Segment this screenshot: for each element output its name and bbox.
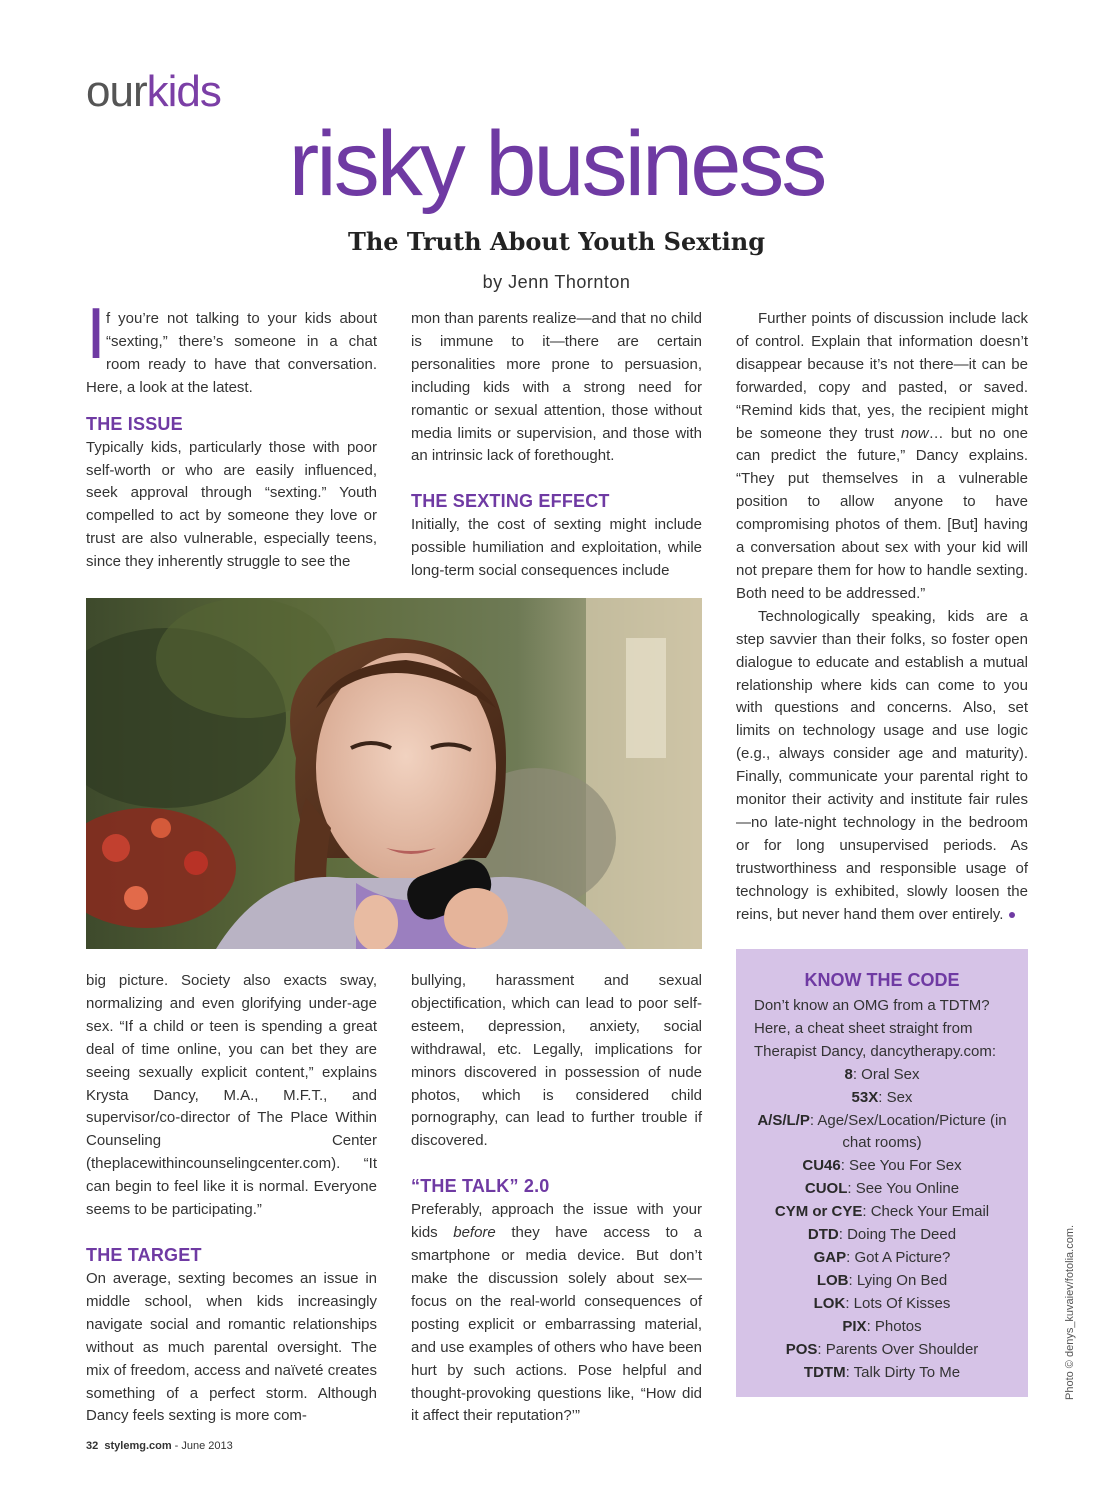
page-footer [86,1440,233,1452]
column-2-bottom [411,970,702,1428]
code-abbreviation: LOK [813,1294,846,1312]
heading-the-issue: THE ISSUE [86,413,183,434]
code-meaning: : Age/Sex/Location/Picture (in chat rooms) [809,1111,1007,1152]
column-1-bottom [86,970,377,1428]
section-prefix: our [86,67,147,116]
code-meaning: : Oral Sex [852,1065,920,1083]
code-abbreviation: A/S/L/P [757,1111,810,1129]
headline: risky business [288,113,825,215]
section-accent: kids [146,67,221,116]
code-meaning: : Parents Over Shoulder [817,1340,979,1358]
page-number: 32 [86,1440,99,1452]
technology-paragraph: Technologically speaking, kids are a step savvier than their folks, so foster open dialogue to educate and establish a mutual relationship where kids can come to you with questions and concerns. Also, set limits on technology usage and use logic (e.g., always consider age and maturity). Finally, communicate your parental right to monitor their activity and institute fair rules—no late-night technology in the bedroom or for long unsupervised periods. As trustworthiness and responsible usage of technology is exhibited, slowly loosen the reins, but never hand them over entirely. [736,607,1028,923]
code-abbreviation: 8 [844,1065,853,1083]
code-meaning: : Photos [866,1317,922,1335]
sidebar-intro: Don’t know an OMG from a TDTM? Here, a cheat sheet straight from Therapist Dancy, dancytherapy.com: [754,997,997,1060]
footer-date: - June 2013 [171,1440,233,1452]
teen-with-phone-photo [86,598,702,949]
intro-paragraph: I f you’re not talking to your kids about “sexting,” there’s someone in a chat room ready to have that conversation. Here, a look at the latest. [86,294,377,396]
code-entry [754,1064,1010,1087]
code-meaning: : Sex [878,1088,913,1106]
talk-paragraph: Preferably, approach the issue with your kids before they have access to a smartphone or media device. But don’t make the discussion solely about sex—focus on the real-world consequences of posting explicit or embarrassing material, and use examples of others who have been hurt by such actions. Pose helpful and thought-provoking questions like, “How did it affect their reputation?’” [411,1201,702,1425]
code-meaning: : Talk Dirty To Me [845,1363,961,1381]
footer-site: stylemg.com [104,1440,172,1452]
code-abbreviation: TDTM [803,1363,846,1381]
code-meaning: : See You For Sex [840,1157,962,1175]
code-entry [754,1316,1010,1339]
column-1-top [86,294,377,574]
photo-credit: Photo © denys_kuvaiev/fotolia.com. [1064,1224,1076,1400]
code-list [754,1064,1010,1385]
byline: by Jenn Thornton [482,272,631,292]
code-entry [754,1178,1010,1201]
end-mark-icon [1009,912,1015,918]
target-paragraph: On average, sexting becomes an issue in middle school, when kids increasingly navigate social and romantic relationships without as much parental oversight. The mix of freedom, access and naïveté creates something of a perfect storm. Although Dancy feels sexting is more com- [86,1269,377,1425]
code-entry [754,1087,1010,1110]
code-entry [754,1155,1010,1178]
code-abbreviation: 53X [851,1088,879,1106]
column-2-top [411,308,702,583]
issue-paragraph: Typically kids, particularly those with poor self-worth or who are easily influenced, seek approval through “sexting.” Youth compelled to act by someone they love or trust are also vulnerable, especially teens, since they inherently struggle to see the [86,438,377,571]
drop-cap: I [86,294,107,374]
persuasion-paragraph: mon than parents realize—and that no child is immune to it—there are certain personalities more prone to persuasion, including kids with a strong need for romantic or sexual attention, those without media limits or supervision, and those with an intrinsic lack of forethought. [411,310,702,465]
code-abbreviation: CYM or CYE [774,1203,863,1221]
code-abbreviation: CU46 [802,1157,841,1175]
code-entry [754,1110,1010,1156]
code-entry [754,1339,1010,1362]
code-meaning: : Lying On Bed [848,1271,948,1289]
code-entry [754,1362,1010,1385]
big-picture-paragraph: big picture. Society also exacts sway, normalizing and even glorifying under-age sex. “If a child or teen is spending a great deal of time online, you can bet they are seeing sexually explicit content,” explains Krysta Dancy, M.A., M.F.T., and supervisor/co-director of The Place Within Counseling Center (theplacewithincounselingcenter.com). “It can begin to feel like it is normal. Everyone seems to be participating.” [86,972,377,1219]
effect-paragraph: Initially, the cost of sexting might include possible humiliation and exploitation, while long-term social consequences include [411,516,702,580]
sidebar-title: KNOW THE CODE [804,970,960,990]
code-meaning: : Got A Picture? [846,1248,951,1266]
code-entry [754,1270,1010,1293]
code-abbreviation: PIX [842,1317,867,1335]
section-label [86,67,221,116]
heading-the-target: THE TARGET [86,1244,202,1265]
code-abbreviation: LOB [816,1271,849,1289]
code-abbreviation: GAP [813,1248,847,1266]
code-meaning: : Check Your Email [862,1203,990,1221]
code-abbreviation: CUOL [804,1180,848,1198]
code-entry [754,1293,1010,1316]
bullying-paragraph: bullying, harassment and sexual objectification, which can lead to poor self-esteem, depression, anxiety, social withdrawal, etc. Legally, implications for minors discovered in possession of nude photos, which is considered child pornography, can lead to further trouble if discovered. [411,972,702,1150]
heading-the-talk: “THE TALK” 2.0 [411,1176,550,1197]
subheadline: The Truth About Youth Sexting [347,227,766,256]
code-entry [754,1247,1010,1270]
code-entry [754,1224,1010,1247]
code-meaning: : Lots Of Kisses [845,1294,951,1312]
column-3 [736,308,1028,926]
heading-sexting-effect: THE SEXTING EFFECT [411,491,610,512]
know-the-code-sidebar [736,949,1028,1397]
code-meaning: : See You Online [847,1180,960,1198]
further-points-paragraph: Further points of discussion include lack of control. Explain that information doesn’t disappear because it’s not there—it can be forwarded, copy and pasted, or saved. “Remind kids that, yes, the recipient might be someone they trust now… but no one can predict the future,” Dancy explains. “They put themselves in a vulnerable position to allow anyone to have compromising photos of them. [But] having a conversation about sex with your kid will not prepare them for how to handle sexting. Both need to be addressed.” [736,310,1028,602]
code-abbreviation: POS [785,1340,818,1358]
code-entry [754,1201,1010,1224]
code-abbreviation: DTD [807,1226,839,1244]
code-meaning: : Doing The Deed [838,1226,957,1244]
